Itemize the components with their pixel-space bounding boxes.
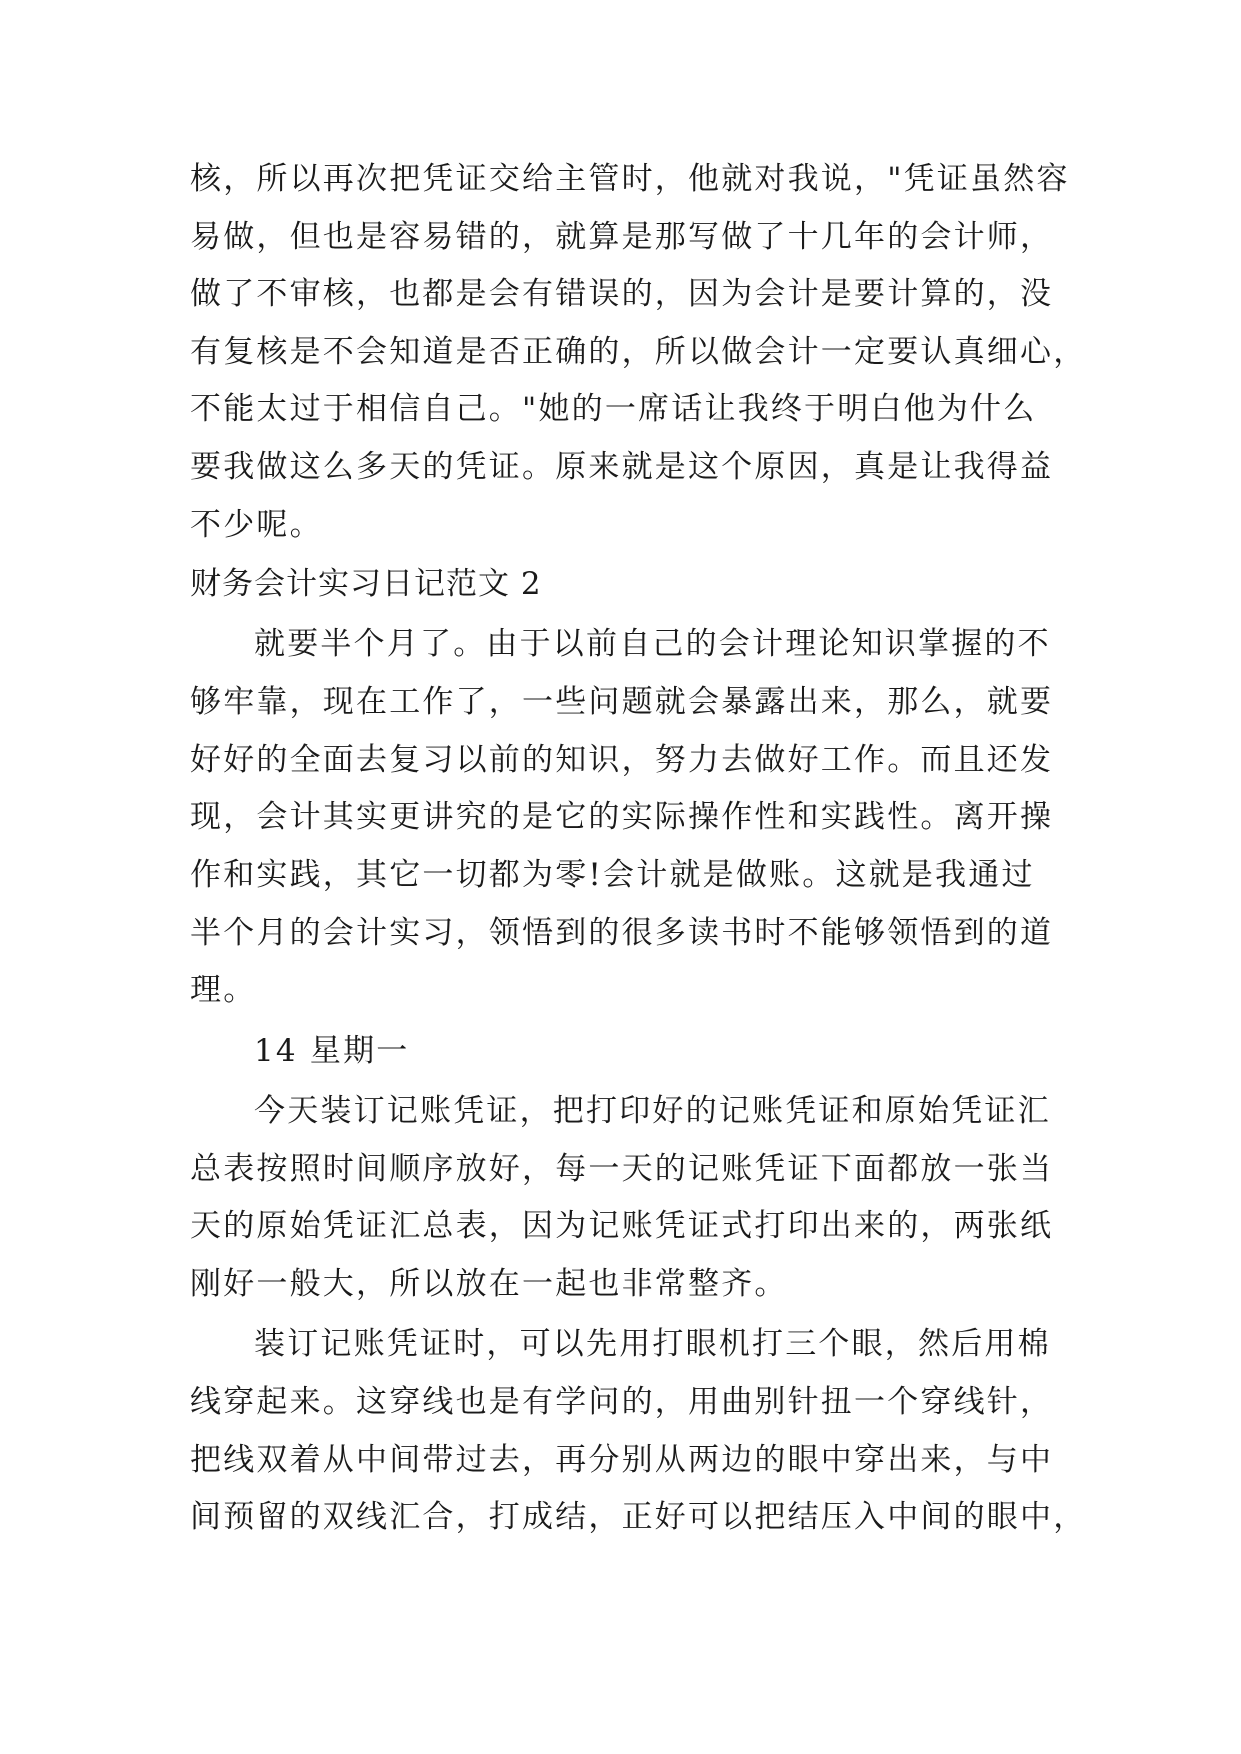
text-line: 不能太过于相信自己。"她的一席话让我终于明白他为什么: [190, 391, 1037, 427]
paragraph-first-line: 今天装订记账凭证，把打印好的记账凭证和原始凭证汇: [254, 1093, 1051, 1129]
text-line: 做了不审核，也都是会有错误的，因为会计是要计算的，没: [190, 276, 1054, 312]
text-line: 作和实践，其它一切都为零!会计就是做账。这就是我通过: [190, 857, 1035, 893]
text-line: 天的原始凭证汇总表，因为记账凭证式打印出来的，两张纸: [190, 1208, 1054, 1244]
text-line: 理。: [190, 972, 257, 1008]
text-line: 刚好一般大，所以放在一起也非常整齐。: [190, 1266, 788, 1302]
text-line: 有复核是不会知道是否正确的，所以做会计一定要认真细心，: [190, 334, 1087, 370]
text-line: 不少呢。: [190, 507, 323, 543]
paragraph-first-line: 就要半个月了。由于以前自己的会计理论知识掌握的不: [254, 626, 1051, 662]
text-line: 把线双着从中间带过去，再分别从两边的眼中穿出来，与中: [190, 1442, 1054, 1478]
text-line: 好好的全面去复习以前的知识，努力去做好工作。而且还发: [190, 742, 1054, 778]
paragraph-first-line: 装订记账凭证时，可以先用打眼机打三个眼，然后用棉: [254, 1326, 1051, 1362]
text-line: 核，所以再次把凭证交给主管时，他就对我说，"凭证虽然容: [190, 161, 1070, 197]
date-line: 14 星期一: [254, 1033, 410, 1069]
text-line: 现，会计其实更讲究的是它的实际操作性和实践性。离开操: [190, 799, 1054, 835]
text-line: 半个月的会计实习，领悟到的很多读书时不能够领悟到的道: [190, 915, 1054, 951]
text-line: 线穿起来。这穿线也是有学问的，用曲别针扭一个穿线针，: [190, 1384, 1054, 1420]
text-line: 总表按照时间顺序放好，每一天的记账凭证下面都放一张当: [190, 1151, 1054, 1187]
text-line: 够牢靠，现在工作了，一些问题就会暴露出来，那么，就要: [190, 684, 1054, 720]
text-line: 易做，但也是容易错的，就算是那写做了十几年的会计师，: [190, 219, 1054, 255]
text-line: 间预留的双线汇合，打成结，正好可以把结压入中间的眼中，: [190, 1499, 1087, 1535]
text-line: 要我做这么多天的凭证。原来就是这个原因，真是让我得益: [190, 449, 1054, 485]
section-heading: 财务会计实习日记范文 2: [190, 566, 542, 602]
